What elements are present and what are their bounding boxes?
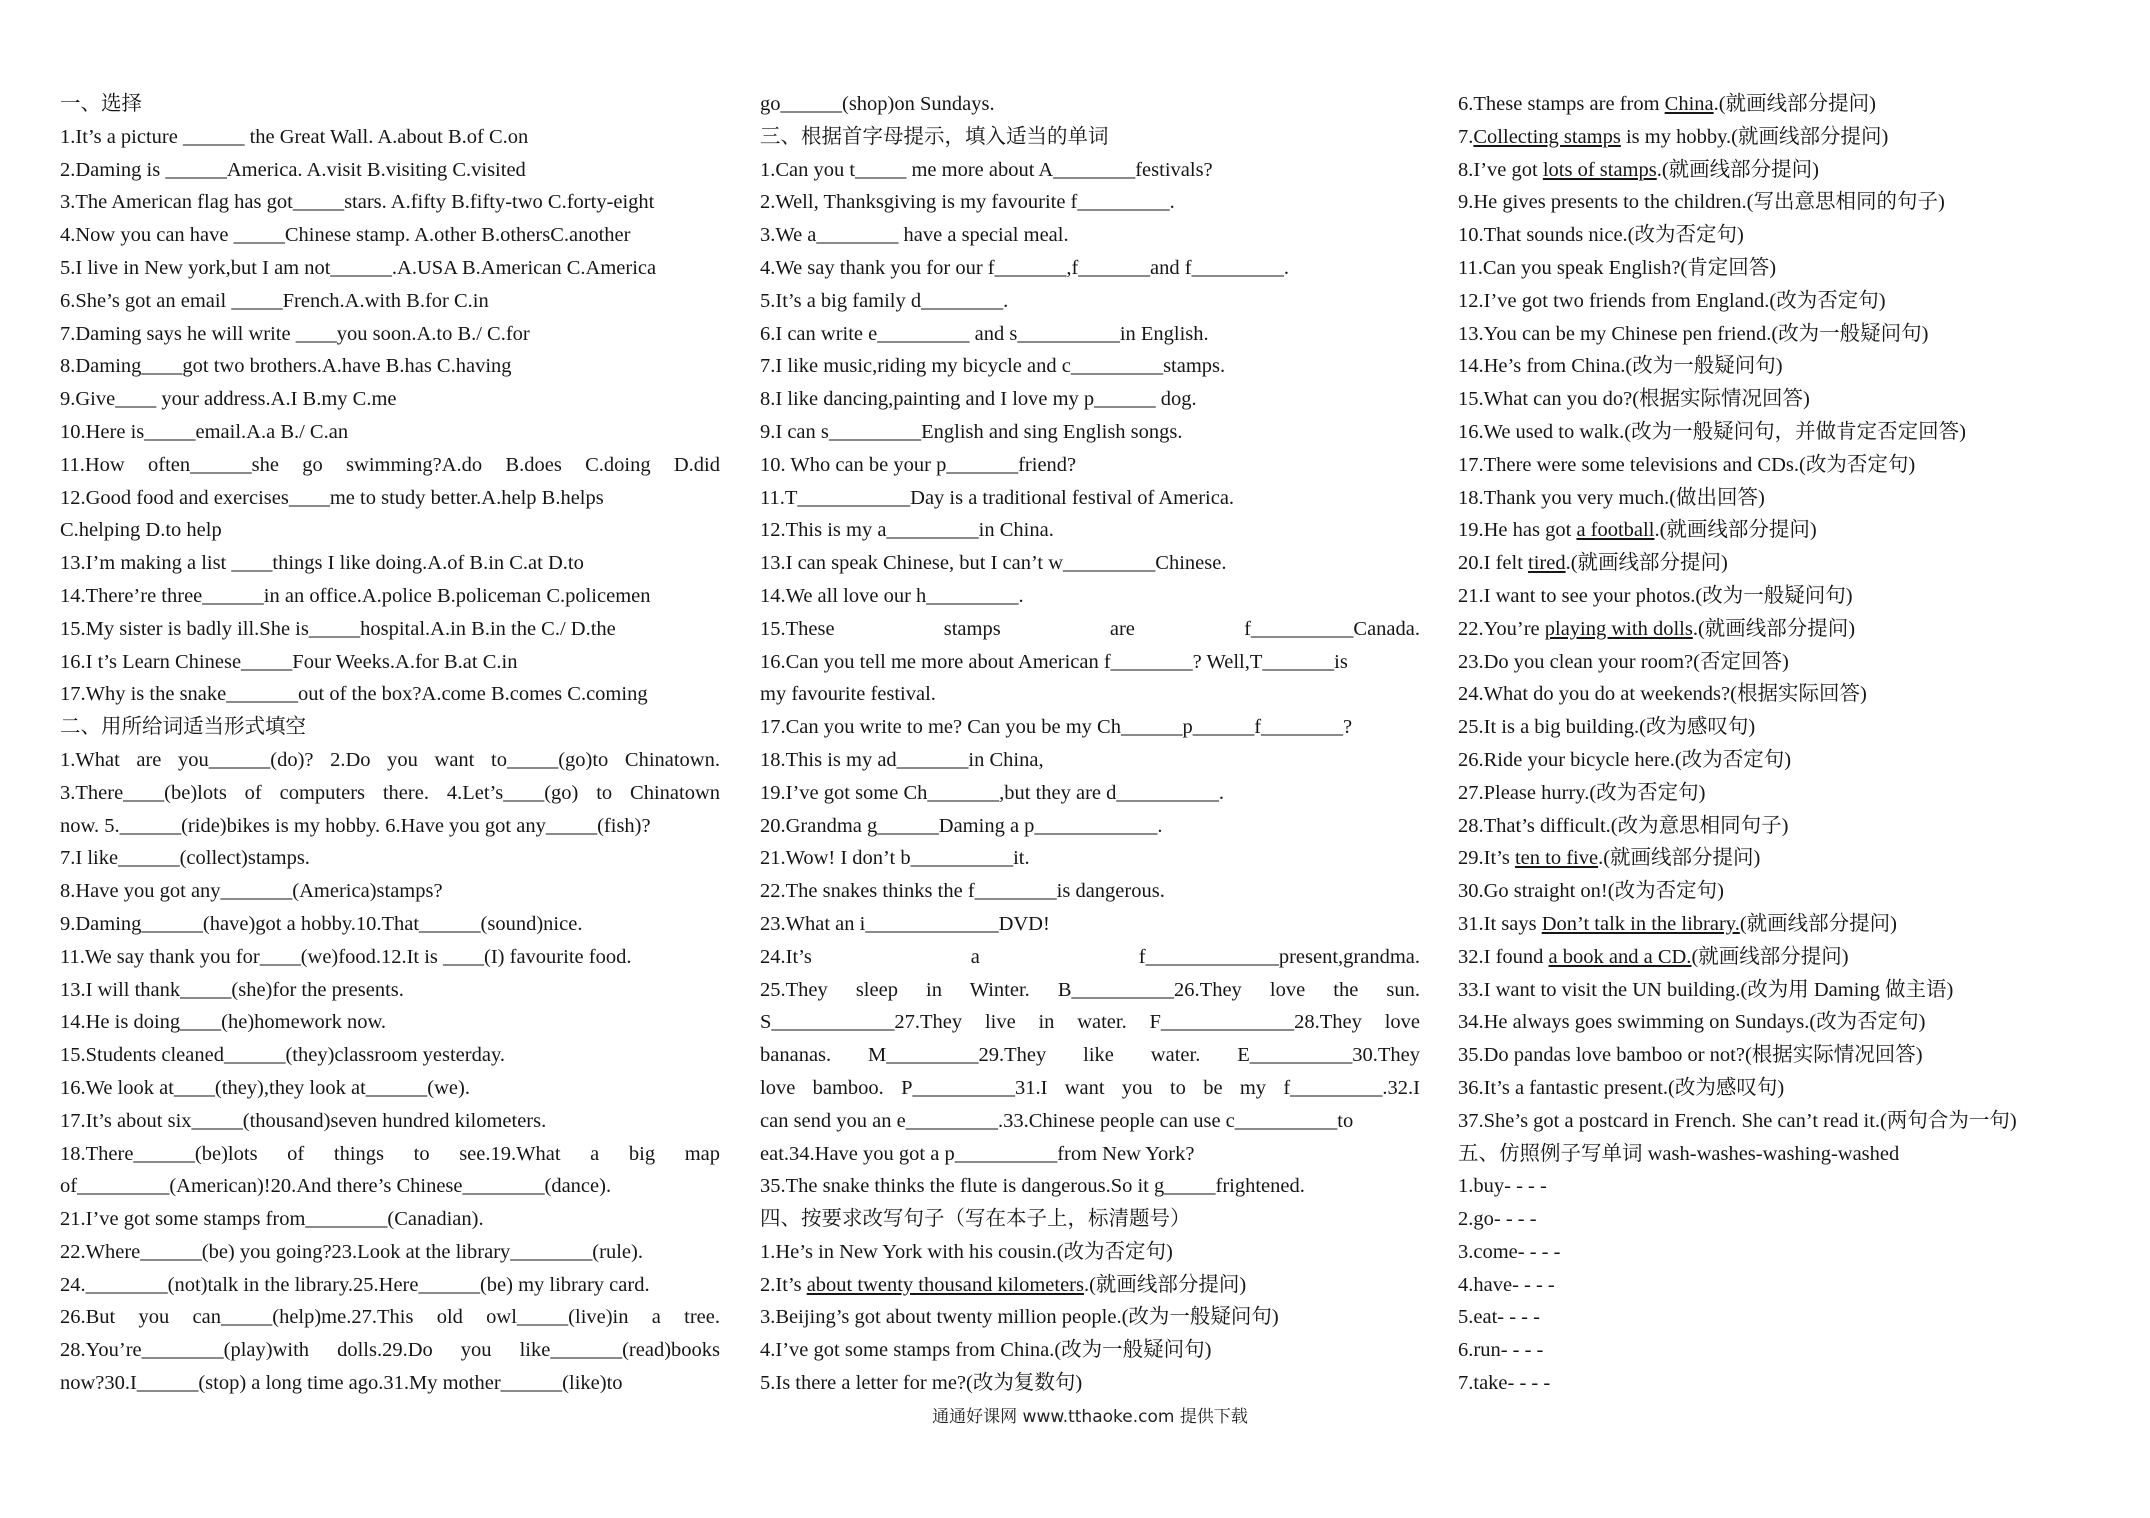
question-line: 37.She’s got a postcard in French. She can’t read it.(两句合为一句): [1458, 1109, 2017, 1132]
question-line: 5.Is there a letter for me?(改为复数句): [760, 1372, 1083, 1395]
question-line: 17.It’s about six_____(thousand)seven hundred kilometers.: [60, 1109, 547, 1132]
question-line: go______(shop)on Sundays.: [760, 93, 995, 115]
question-line: eat.34.Have you got a p__________from New York?: [760, 1142, 1195, 1165]
question-line: 17.Can you write to me? Can you be my Ch______p______f________?: [760, 716, 1353, 739]
question-line: 17.Why is the snake_______out of the box?A.come B.comes C.coming: [60, 683, 648, 706]
section-heading: 二、用所给词适当形式填空: [60, 716, 306, 739]
question-line: 7.I like music,riding my bicycle and c_________stamps.: [760, 355, 1226, 378]
section-heading: 三、根据首字母提示，填入适当的单词: [760, 125, 1109, 148]
question-line: 11.We say thank you for____(we)food.12.It is ____(I) favourite food.: [60, 945, 632, 968]
question-line: 34.He always goes swimming on Sundays.(改为否定句): [1458, 1011, 1926, 1034]
section-heading: 四、按要求改写句子（写在本子上，标清题号）: [760, 1208, 1191, 1231]
question-line: 6.She’s got an email _____French.A.with B.for C.in: [60, 289, 489, 312]
question-line: 2.Well, Thanksgiving is my favourite f_________.: [760, 191, 1175, 214]
underlined-phrase: ten to five: [1514, 847, 1599, 870]
question-line: 9.Give____ your address.A.I B.my C.me: [60, 388, 397, 411]
question-line: of_________(American)!20.And there’s Chinese________(dance).: [60, 1175, 612, 1198]
question-line: 1.buy- - - -: [1458, 1175, 1547, 1198]
question-line: 22.Where______(be) you going?23.Look at the library________(rule).: [60, 1240, 643, 1263]
question-line: 26.Ride your bicycle here.(改为否定句): [1458, 748, 1792, 771]
question-line: 8.Daming____got two brothers.A.have B.has C.having: [60, 355, 512, 378]
question-line: 5.It’s a big family d________.: [760, 289, 1009, 312]
underlined-phrase: about twenty thousand kilometers: [806, 1273, 1084, 1296]
question-line: 15.Students cleaned______(they)classroom yesterday.: [60, 1044, 505, 1067]
question-line: 15.What can you do?(根据实际情况回答): [1458, 388, 1810, 411]
question-line: 3.The American flag has got_____stars. A.fifty B.fifty-two C.forty-eight: [60, 191, 655, 214]
question-line: 1.He’s in New York with his cousin.(改为否定句): [760, 1240, 1173, 1263]
question-line: my favourite festival.: [760, 683, 936, 706]
question-line: 5.I live in New york,but I am not______.A.USA B.American C.America: [60, 256, 657, 279]
question-line: 30.Go straight on!(改为否定句): [1458, 880, 1724, 903]
question-line: 12.I’ve got two friends from England.(改为否定句): [1458, 289, 1886, 312]
question-line: 4.We say thank you for our f_______,f_______and f_________.: [760, 256, 1289, 279]
question-line: 13.You can be my Chinese pen friend.(改为一般疑问句): [1458, 322, 1929, 345]
question-line: 8.I’ve got lots of stamps.(就画线部分提问): [1458, 158, 1820, 181]
question-line: now?30.I______(stop) a long time ago.31.My mother______(like)to: [60, 1372, 623, 1395]
underlined-phrase: a book and a CD.: [1548, 945, 1692, 968]
question-line: 25.It is a big building.(改为感叹句): [1458, 716, 1756, 739]
question-line: 20.Grandma g______Daming a p____________.: [760, 814, 1163, 837]
question-line: 14.He’s from China.(改为一般疑问句): [1458, 355, 1783, 378]
column-3: [1458, 88, 2088, 1400]
question-line: love bamboo. P__________31.I want you to be my f_________.32.I: [760, 1076, 1420, 1099]
question-line: 8.I like dancing,painting and I love my p______ dog.: [760, 388, 1197, 411]
question-line: 25.They sleep in Winter. B__________26.They love the sun.: [760, 978, 1420, 1001]
question-line: 32.I found a book and a CD.(就画线部分提问): [1458, 945, 1849, 968]
underlined-phrase: Collecting stamps: [1473, 125, 1621, 148]
question-line: 7.Collecting stamps is my hobby.(就画线部分提问): [1458, 125, 1889, 148]
question-line: bananas. M_________29.They like water. E__________30.They: [760, 1044, 1420, 1067]
question-line: 19.I’ve got some Ch_______,but they are d__________.: [760, 781, 1225, 804]
question-line: 21.Wow! I don’t b__________it.: [760, 847, 1030, 870]
section-heading: 五、仿照例子写单词 wash-washes-washing-washed: [1458, 1142, 1900, 1165]
underlined-phrase: tired: [1528, 552, 1566, 575]
question-line: 21.I’ve got some stamps from________(Canadian).: [60, 1208, 484, 1231]
question-line: 7.I like______(collect)stamps.: [60, 847, 310, 870]
question-line: 28.That’s difficult.(改为意思相同句子): [1458, 814, 1789, 837]
question-line: 4.I’ve got some stamps from China.(改为一般疑问句): [760, 1339, 1212, 1362]
question-line: 12.Good food and exercises____me to study better.A.help B.helps: [60, 486, 604, 509]
question-line: 24.It’s a f_____________present,grandma.: [760, 945, 1420, 968]
column-2: [760, 88, 1420, 1400]
question-line: 1.Can you t_____ me more about A________festivals?: [760, 158, 1213, 181]
question-line: 17.There were some televisions and CDs.(改为否定句): [1458, 453, 1916, 476]
column-1: [60, 88, 720, 1400]
question-line: 9.I can s_________English and sing English songs.: [760, 420, 1183, 443]
question-line: 12.This is my a_________in China.: [760, 519, 1054, 542]
question-line: 19.He has got a football.(就画线部分提问): [1458, 519, 1817, 542]
question-line: 9.He gives presents to the children.(写出意思相同的句子): [1458, 191, 1945, 214]
question-line: 6.I can write e_________ and s__________in English.: [760, 322, 1209, 345]
question-line: 3.Beijing’s got about twenty million people.(改为一般疑问句): [760, 1306, 1279, 1329]
underlined-phrase: a football: [1576, 519, 1655, 542]
question-line: C.helping D.to help: [60, 519, 222, 542]
question-line: 6.These stamps are from China.(就画线部分提问): [1458, 93, 1876, 115]
question-line: 11.Can you speak English?(肯定回答): [1458, 256, 1777, 279]
question-line: 18.This is my ad_______in China,: [760, 748, 1044, 771]
question-line: 3.There____(be)lots of computers there. 4.Let’s____(go) to Chinatown: [60, 781, 720, 804]
question-line: 15.These stamps are f__________Canada.: [760, 617, 1420, 640]
question-line: 1.It’s a picture ______ the Great Wall. A.about B.of C.on: [60, 125, 529, 148]
section-heading: 一、选择: [60, 93, 142, 115]
question-line: 4.Now you can have _____Chinese stamp. A.other B.othersC.another: [60, 224, 631, 247]
question-line: 10.That sounds nice.(改为否定句): [1458, 224, 1744, 247]
question-line: 3.We a________ have a special meal.: [760, 224, 1069, 247]
question-line: 7.take- - - -: [1458, 1372, 1551, 1395]
question-line: 14.There’re three______in an office.A.police B.policeman C.policemen: [60, 584, 651, 607]
question-line: 31.It says Don’t talk in the library.(就画线部分提问): [1458, 912, 1897, 935]
question-line: 1.What are you______(do)? 2.Do you want to_____(go)to Chinatown.: [60, 748, 720, 771]
question-line: 6.run- - - -: [1458, 1339, 1544, 1362]
question-line: 13.I’m making a list ____things I like doing.A.of B.in C.at D.to: [60, 552, 584, 575]
question-line: 35.The snake thinks the flute is dangerous.So it g_____frightened.: [760, 1175, 1305, 1198]
footer-source: 通通好课网 www.tthaoke.com 提供下载: [932, 1407, 1248, 1427]
question-line: 36.It’s a fantastic present.(改为感叹句): [1458, 1076, 1785, 1099]
question-line: 13.I can speak Chinese, but I can’t w_________Chinese.: [760, 552, 1227, 575]
question-line: 5.eat- - - -: [1458, 1306, 1540, 1329]
question-line: 4.have- - - -: [1458, 1273, 1555, 1296]
underlined-phrase: playing with dolls: [1544, 617, 1693, 640]
question-line: 9.Daming______(have)got a hobby.10.That______(sound)nice.: [60, 912, 583, 935]
question-line: 2.go- - - -: [1458, 1208, 1537, 1231]
underlined-phrase: Don’t talk in the library.: [1541, 912, 1740, 935]
question-line: 14.We all love our h_________.: [760, 584, 1024, 607]
question-line: 8.Have you got any_______(America)stamps?: [60, 880, 443, 903]
question-line: 23.Do you clean your room?(否定回答): [1458, 650, 1789, 673]
question-line: 18.There______(be)lots of things to see.19.What a big map: [60, 1142, 720, 1165]
question-line: can send you an e_________.33.Chinese people can use c__________to: [760, 1109, 1354, 1132]
question-line: 11.T___________Day is a traditional festival of America.: [760, 486, 1235, 509]
underlined-phrase: lots of stamps: [1542, 158, 1657, 181]
question-line: 23.What an i_____________DVD!: [760, 912, 1050, 935]
question-line: 24.What do you do at weekends?(根据实际回答): [1458, 683, 1867, 706]
question-line: 15.My sister is badly ill.She is_____hospital.A.in B.in the C./ D.the: [60, 617, 616, 640]
question-line: 16.Can you tell me more about American f________? Well,T_______is: [760, 650, 1348, 673]
question-line: 16.We used to walk.(改为一般疑问句，并做肯定否定回答): [1458, 420, 1966, 443]
question-line: 13.I will thank_____(she)for the presents.: [60, 978, 404, 1001]
question-line: 3.come- - - -: [1458, 1240, 1561, 1263]
question-line: 16.I t’s Learn Chinese_____Four Weeks.A.for B.at C.in: [60, 650, 518, 673]
question-line: 10. Who can be your p_______friend?: [760, 453, 1077, 476]
question-line: 24.________(not)talk in the library.25.Here______(be) my library card.: [60, 1273, 650, 1296]
question-line: now. 5.______(ride)bikes is my hobby. 6.Have you got any_____(fish)?: [60, 814, 651, 837]
question-line: 2.It’s about twenty thousand kilometers.(就画线部分提问): [760, 1273, 1247, 1296]
question-line: 11.How often______she go swimming?A.do B.does C.doing D.did: [60, 453, 720, 476]
question-line: 2.Daming is ______America. A.visit B.visiting C.visited: [60, 158, 526, 181]
question-line: 7.Daming says he will write ____you soon.A.to B./ C.for: [60, 322, 530, 345]
question-line: 27.Please hurry.(改为否定句): [1458, 781, 1706, 804]
question-line: 35.Do pandas love bamboo or not?(根据实际情况回答): [1458, 1044, 1923, 1067]
question-line: 16.We look at____(they),they look at______(we).: [60, 1076, 470, 1099]
question-line: 33.I want to visit the UN building.(改为用 Daming 做主语): [1458, 978, 1954, 1001]
question-line: 21.I want to see your photos.(改为一般疑问句): [1458, 584, 1853, 607]
question-line: 22.You’re playing with dolls.(就画线部分提问): [1458, 617, 1856, 640]
question-line: 26.But you can_____(help)me.27.This old owl_____(live)in a tree.: [60, 1306, 720, 1329]
underlined-phrase: China: [1664, 93, 1714, 115]
question-line: 28.You’re________(play)with dolls.29.Do you like_______(read)books: [60, 1339, 720, 1362]
question-line: 10.Here is_____email.A.a B./ C.an: [60, 420, 349, 443]
question-line: 22.The snakes thinks the f________is dangerous.: [760, 880, 1165, 903]
question-line: 20.I felt tired.(就画线部分提问): [1458, 552, 1728, 575]
question-line: 18.Thank you very much.(做出回答): [1458, 486, 1765, 509]
question-line: S____________27.They live in water. F_____________28.They love: [760, 1011, 1420, 1034]
question-line: 14.He is doing____(he)homework now.: [60, 1011, 387, 1034]
question-line: 29.It’s ten to five.(就画线部分提问): [1458, 847, 1761, 870]
